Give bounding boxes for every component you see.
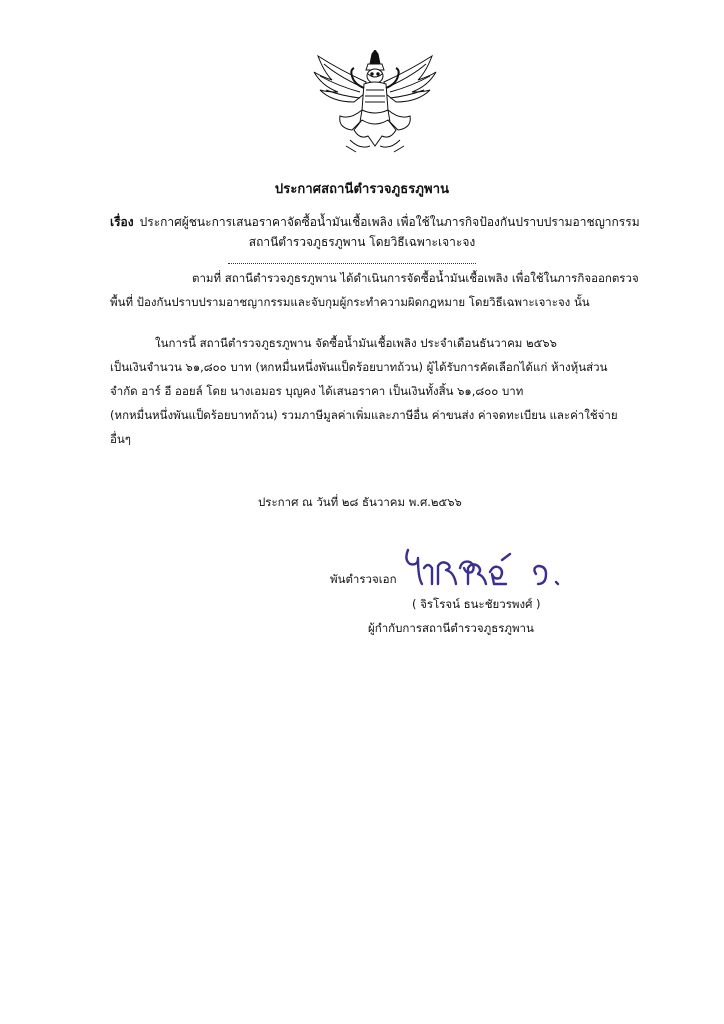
subject-text-line1: ประกาศผู้ชนะการเสนอราคาจัดซื้อน้ำมันเชื้อเพลิง เพื่อใช้ในภารกิจป้องกันปราบปรามอาชญากรรม [139,215,640,229]
subject-text-line2: สถานีตำรวจภูธรภูพาน โดยวิธีเฉพาะเจาะจง [248,235,476,249]
paragraph1-line1: ตามที่ สถานีตำรวจภูธรภูพาน ได้ดำเนินการจัดซื้อน้ำมันเชื้อเพลิง เพื่อใช้ในภารกิจออกตรวจ [192,271,639,285]
paragraph2-line5: อื่นๆ [110,432,131,446]
announce-date: ประกาศ ณ วันที่ ๒๘ ธันวาคม พ.ศ.๒๕๖๖ [258,495,462,509]
paragraph2-line3: จำกัด อาร์ อี ออยล์ โดย นางเอมอร บุญคง ได้เสนอราคา เป็นเงินทั้งสิ้น ๖๑,๘๐๐ บาท [110,384,524,398]
document-title: ประกาศสถานีตำรวจภูธรภูพาน [274,182,450,197]
handwritten-signature [398,538,578,598]
signer-position: ผู้กำกับการสถานีตำรวจภูธรภูพาน [368,621,534,635]
dotted-separator [228,263,476,264]
garuda-emblem-icon [310,50,440,155]
signer-name: ( จิรโรจน์ ธนะชัยวรพงศ์ ) [412,597,541,611]
subject-line [110,210,660,234]
paragraph2-line2: เป็นเงินจำนวน ๖๑,๘๐๐ บาท (หกหมื่นหนึ่งพันแป็ดร้อยบาทถ้วน) ผู้ได้รับการคัดเลือกได้แก่ ห้างหุ้นส่วน [110,360,608,374]
paragraph1-line2: พื้นที่ ป้องกันปราบปรามอาชญากรรมและจับกุมผู้กระทำความผิดกฎหมาย โดยวิธีเฉพาะเจาะจง นั้น [110,295,590,309]
signer-rank: พันตำรวจเอก [330,572,397,586]
subject-label: เรื่อง [110,215,134,229]
paragraph2-line1: ในการนี้ สถานีตำรวจภูธรภูพาน จัดซื้อน้ำมันเชื้อเพลิง ประจำเดือนธันวาคม ๒๕๖๖ [155,336,557,350]
paragraph2-line4: (หกหมื่นหนึ่งพันแป็ดร้อยบาทถ้วน) รวมภาษีมูลค่าเพิ่มและภาษีอื่น ค่าขนส่ง ค่าจดทะเบียน และค่าใช้จ่าย [110,408,618,422]
